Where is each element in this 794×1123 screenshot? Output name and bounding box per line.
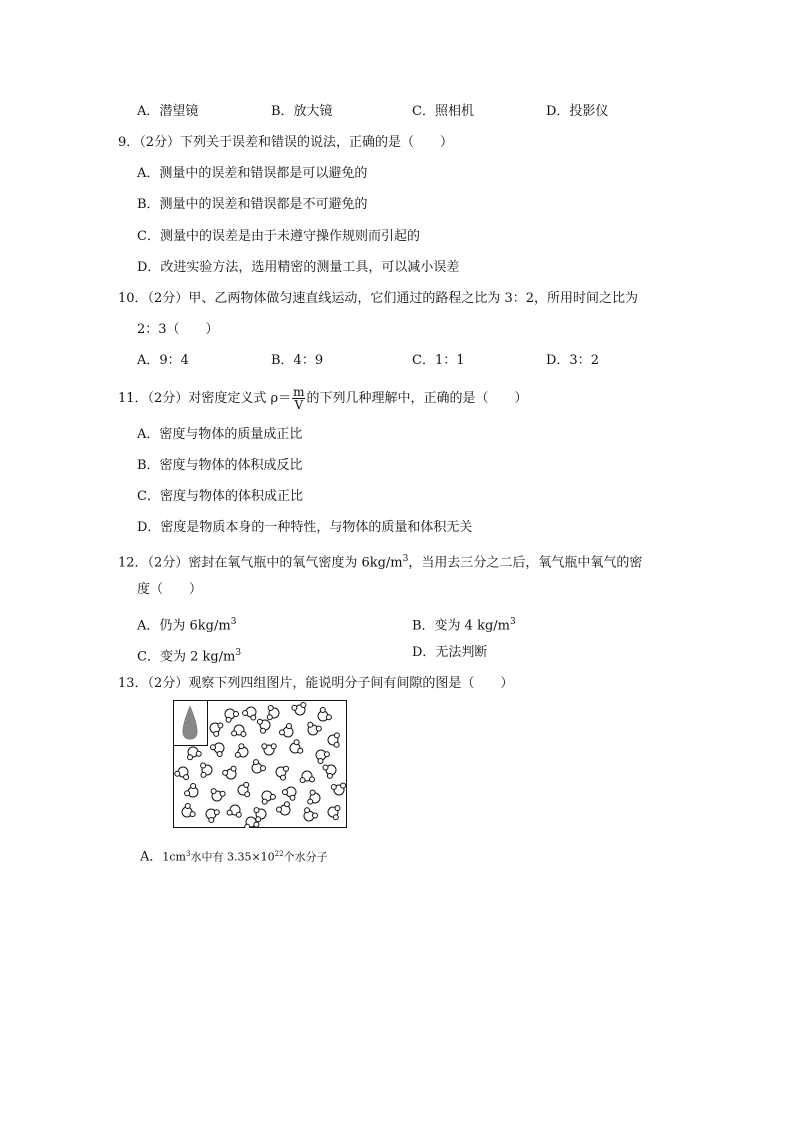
hydrogen-atom	[220, 791, 225, 796]
q8-option-c[interactable]: C．照相机	[412, 104, 474, 119]
hydrogen-atom	[201, 772, 206, 777]
hydrogen-atom	[201, 763, 206, 768]
hydrogen-atom	[185, 804, 190, 809]
hydrogen-atom	[239, 744, 244, 749]
hydrogen-atom	[280, 730, 285, 735]
q8-option-d[interactable]: D．投影仪	[546, 104, 609, 119]
hydrogen-atom	[316, 726, 321, 731]
q11-stem-prefix: 11．（2分）对密度定义式 ρ＝	[118, 391, 292, 406]
q10-option-d[interactable]: D．3：2	[546, 353, 599, 368]
q10-stem-line2: 2：3（ ）	[137, 322, 219, 337]
q11-stem-suffix: 的下列几种理解中，正确的是（ ）	[306, 391, 528, 406]
q11-option-d[interactable]: D．密度是物质本身的一种特性，与物体的质量和体积无关	[137, 520, 473, 535]
hydrogen-atom	[211, 745, 216, 750]
hydrogen-atom	[308, 799, 313, 804]
hydrogen-atom	[188, 755, 193, 760]
hydrogen-atom	[320, 708, 325, 713]
hydrogen-atom	[305, 808, 310, 813]
caption-mid: 水中有 3.35×10	[190, 850, 275, 864]
hydrogen-atom	[308, 722, 313, 727]
q8-option-b[interactable]: B．放大镜	[271, 104, 333, 119]
caption-sup-1: 3	[185, 850, 191, 858]
hydrogen-atom	[227, 810, 232, 815]
hydrogen-atom	[323, 765, 328, 770]
hydrogen-atom	[251, 715, 256, 720]
hydrogen-atom	[301, 703, 306, 708]
hydrogen-atom	[300, 778, 305, 783]
hydrogen-atom	[334, 733, 339, 738]
caption-label: A．	[140, 849, 163, 865]
q9-stem: 9．（2分）下列关于误差和错误的说法，正确的是（ ）	[118, 135, 454, 150]
hydrogen-atom	[262, 744, 267, 749]
hydrogen-atom	[284, 802, 289, 807]
q12-option-a-text: A．仍为 6kg/m	[137, 618, 231, 634]
q13-option-a-caption[interactable]	[140, 846, 328, 866]
hydrogen-atom	[290, 795, 295, 800]
fraction-denominator: V	[294, 398, 304, 412]
hydrogen-atom	[313, 813, 318, 818]
hydrogen-atom	[196, 751, 201, 756]
fraction-numerator: m	[293, 385, 305, 399]
hydrogen-atom	[214, 810, 219, 815]
hydrogen-atom	[267, 715, 272, 720]
hydrogen-atom	[256, 817, 261, 822]
hydrogen-atom	[254, 822, 259, 827]
q12-option-a-sup: 3	[230, 617, 237, 627]
q12-stem-post: ，当用去三分之二后，氧气瓶中氧气的密	[408, 555, 643, 571]
q12-stem-line2: 度（ ）	[137, 582, 203, 597]
hydrogen-atom	[310, 790, 315, 795]
q11-option-b[interactable]: B．密度与物体的体积成反比	[137, 458, 303, 473]
q12-option-c-sup: 3	[235, 648, 242, 658]
hydrogen-atom	[326, 715, 331, 720]
caption-post: 个水分子	[283, 850, 328, 864]
q8-option-a[interactable]: A．潜望镜	[137, 104, 199, 119]
q12-option-d[interactable]: D．无法判断	[412, 645, 488, 660]
q12-option-a[interactable]	[137, 613, 236, 635]
hydrogen-atom	[175, 771, 180, 776]
hydrogen-atom	[281, 775, 286, 780]
hydrogen-atom	[283, 790, 288, 795]
hydrogen-atom	[298, 748, 303, 753]
hydrogen-atom	[268, 706, 273, 711]
q9-option-d[interactable]: D．改进实验方法，选用精密的测量工具，可以减小误差	[137, 260, 460, 275]
hydrogen-atom	[185, 791, 190, 796]
q13-stem: 13．（2分）观察下列四组图片，能说明分子间有间隙的图是（ ）	[118, 676, 514, 691]
hydrogen-atom	[324, 752, 329, 757]
hydrogen-atom	[284, 766, 289, 771]
hydrogen-atom	[214, 731, 219, 736]
hydrogen-atom	[241, 732, 246, 737]
q12-stem-line1	[118, 550, 642, 572]
hydrogen-atom	[209, 818, 214, 823]
q10-stem-line1: 10．（2分）甲、乙两物体做匀速直线运动，它们通过的路程之比为 3：2，所用时间之比为	[118, 291, 638, 306]
q11-stem	[118, 386, 528, 411]
hydrogen-atom	[331, 785, 336, 790]
q10-option-a[interactable]: A．9：4	[137, 353, 189, 368]
hydrogen-atom	[243, 711, 248, 716]
hydrogen-atom	[318, 759, 323, 764]
hydrogen-atom	[294, 740, 299, 745]
hydrogen-atom	[218, 723, 223, 728]
q10-option-b[interactable]: B．4：9	[271, 353, 324, 368]
hydrogen-atom	[231, 766, 236, 771]
hydrogen-atom	[254, 760, 259, 765]
q9-option-c[interactable]: C．测量中的误差是由于未遵守操作规则而引起的	[137, 229, 420, 244]
hydrogen-atom	[190, 812, 195, 817]
hydrogen-atom	[262, 799, 267, 804]
q12-option-c[interactable]	[137, 644, 241, 666]
q9-option-a[interactable]: A．测量中的误差和错误都是可以避免的	[137, 166, 368, 181]
hydrogen-atom	[327, 773, 332, 778]
hydrogen-atom	[261, 766, 266, 771]
hydrogen-atom	[257, 719, 262, 724]
hydrogen-atom	[333, 815, 338, 820]
hydrogen-atom	[211, 789, 216, 794]
hydrogen-atom	[226, 717, 231, 722]
q12-option-b-sup: 3	[510, 617, 516, 627]
hydrogen-atom	[184, 775, 189, 780]
caption-pre: 1cm	[162, 850, 186, 864]
hydrogen-atom	[271, 744, 276, 749]
caption-sup-2: 22	[274, 850, 284, 858]
q12-option-c-text: C．变为 2 kg/m	[137, 649, 236, 665]
hydrogen-atom	[341, 783, 346, 788]
hydrogen-atom	[223, 770, 228, 775]
hydrogen-atom	[245, 792, 250, 797]
hydrogen-atom	[235, 752, 240, 757]
hydrogen-atom	[244, 782, 249, 787]
hydrogen-atom	[191, 784, 196, 789]
hydrogen-atom	[277, 807, 282, 812]
q11-option-a[interactable]: A．密度与物体的质量成正比	[137, 427, 303, 442]
density-fraction	[292, 386, 305, 411]
water-molecules-figure	[173, 700, 347, 828]
hydrogen-atom	[245, 824, 250, 828]
hydrogen-atom	[232, 731, 237, 736]
hydrogen-atom	[261, 728, 266, 733]
hydrogen-atom	[287, 724, 292, 729]
q12-stem-pre: 12．（2分）密封在氧气瓶中的氧气密度为 6kg/m	[118, 555, 403, 571]
q12-option-b-text: B．变为 4 kg/m	[412, 618, 510, 634]
q12-option-b[interactable]	[412, 613, 516, 635]
hydrogen-atom	[217, 752, 222, 757]
q10-option-c[interactable]: C．1：1	[412, 353, 465, 368]
hydrogen-atom	[234, 712, 239, 717]
hydrogen-atom	[335, 806, 340, 811]
hydrogen-atom	[334, 742, 339, 747]
q12-stem-sup: 3	[402, 554, 409, 564]
hydrogen-atom	[310, 777, 315, 782]
q11-option-c[interactable]: C．密度与物体的体积成正比	[137, 489, 303, 504]
q9-option-b[interactable]: B．测量中的误差和错误都是不可避免的	[137, 197, 368, 212]
hydrogen-atom	[236, 812, 241, 817]
hydrogen-atom	[270, 794, 275, 799]
hydrogen-atom	[292, 705, 297, 710]
hydrogen-atom	[254, 808, 259, 813]
